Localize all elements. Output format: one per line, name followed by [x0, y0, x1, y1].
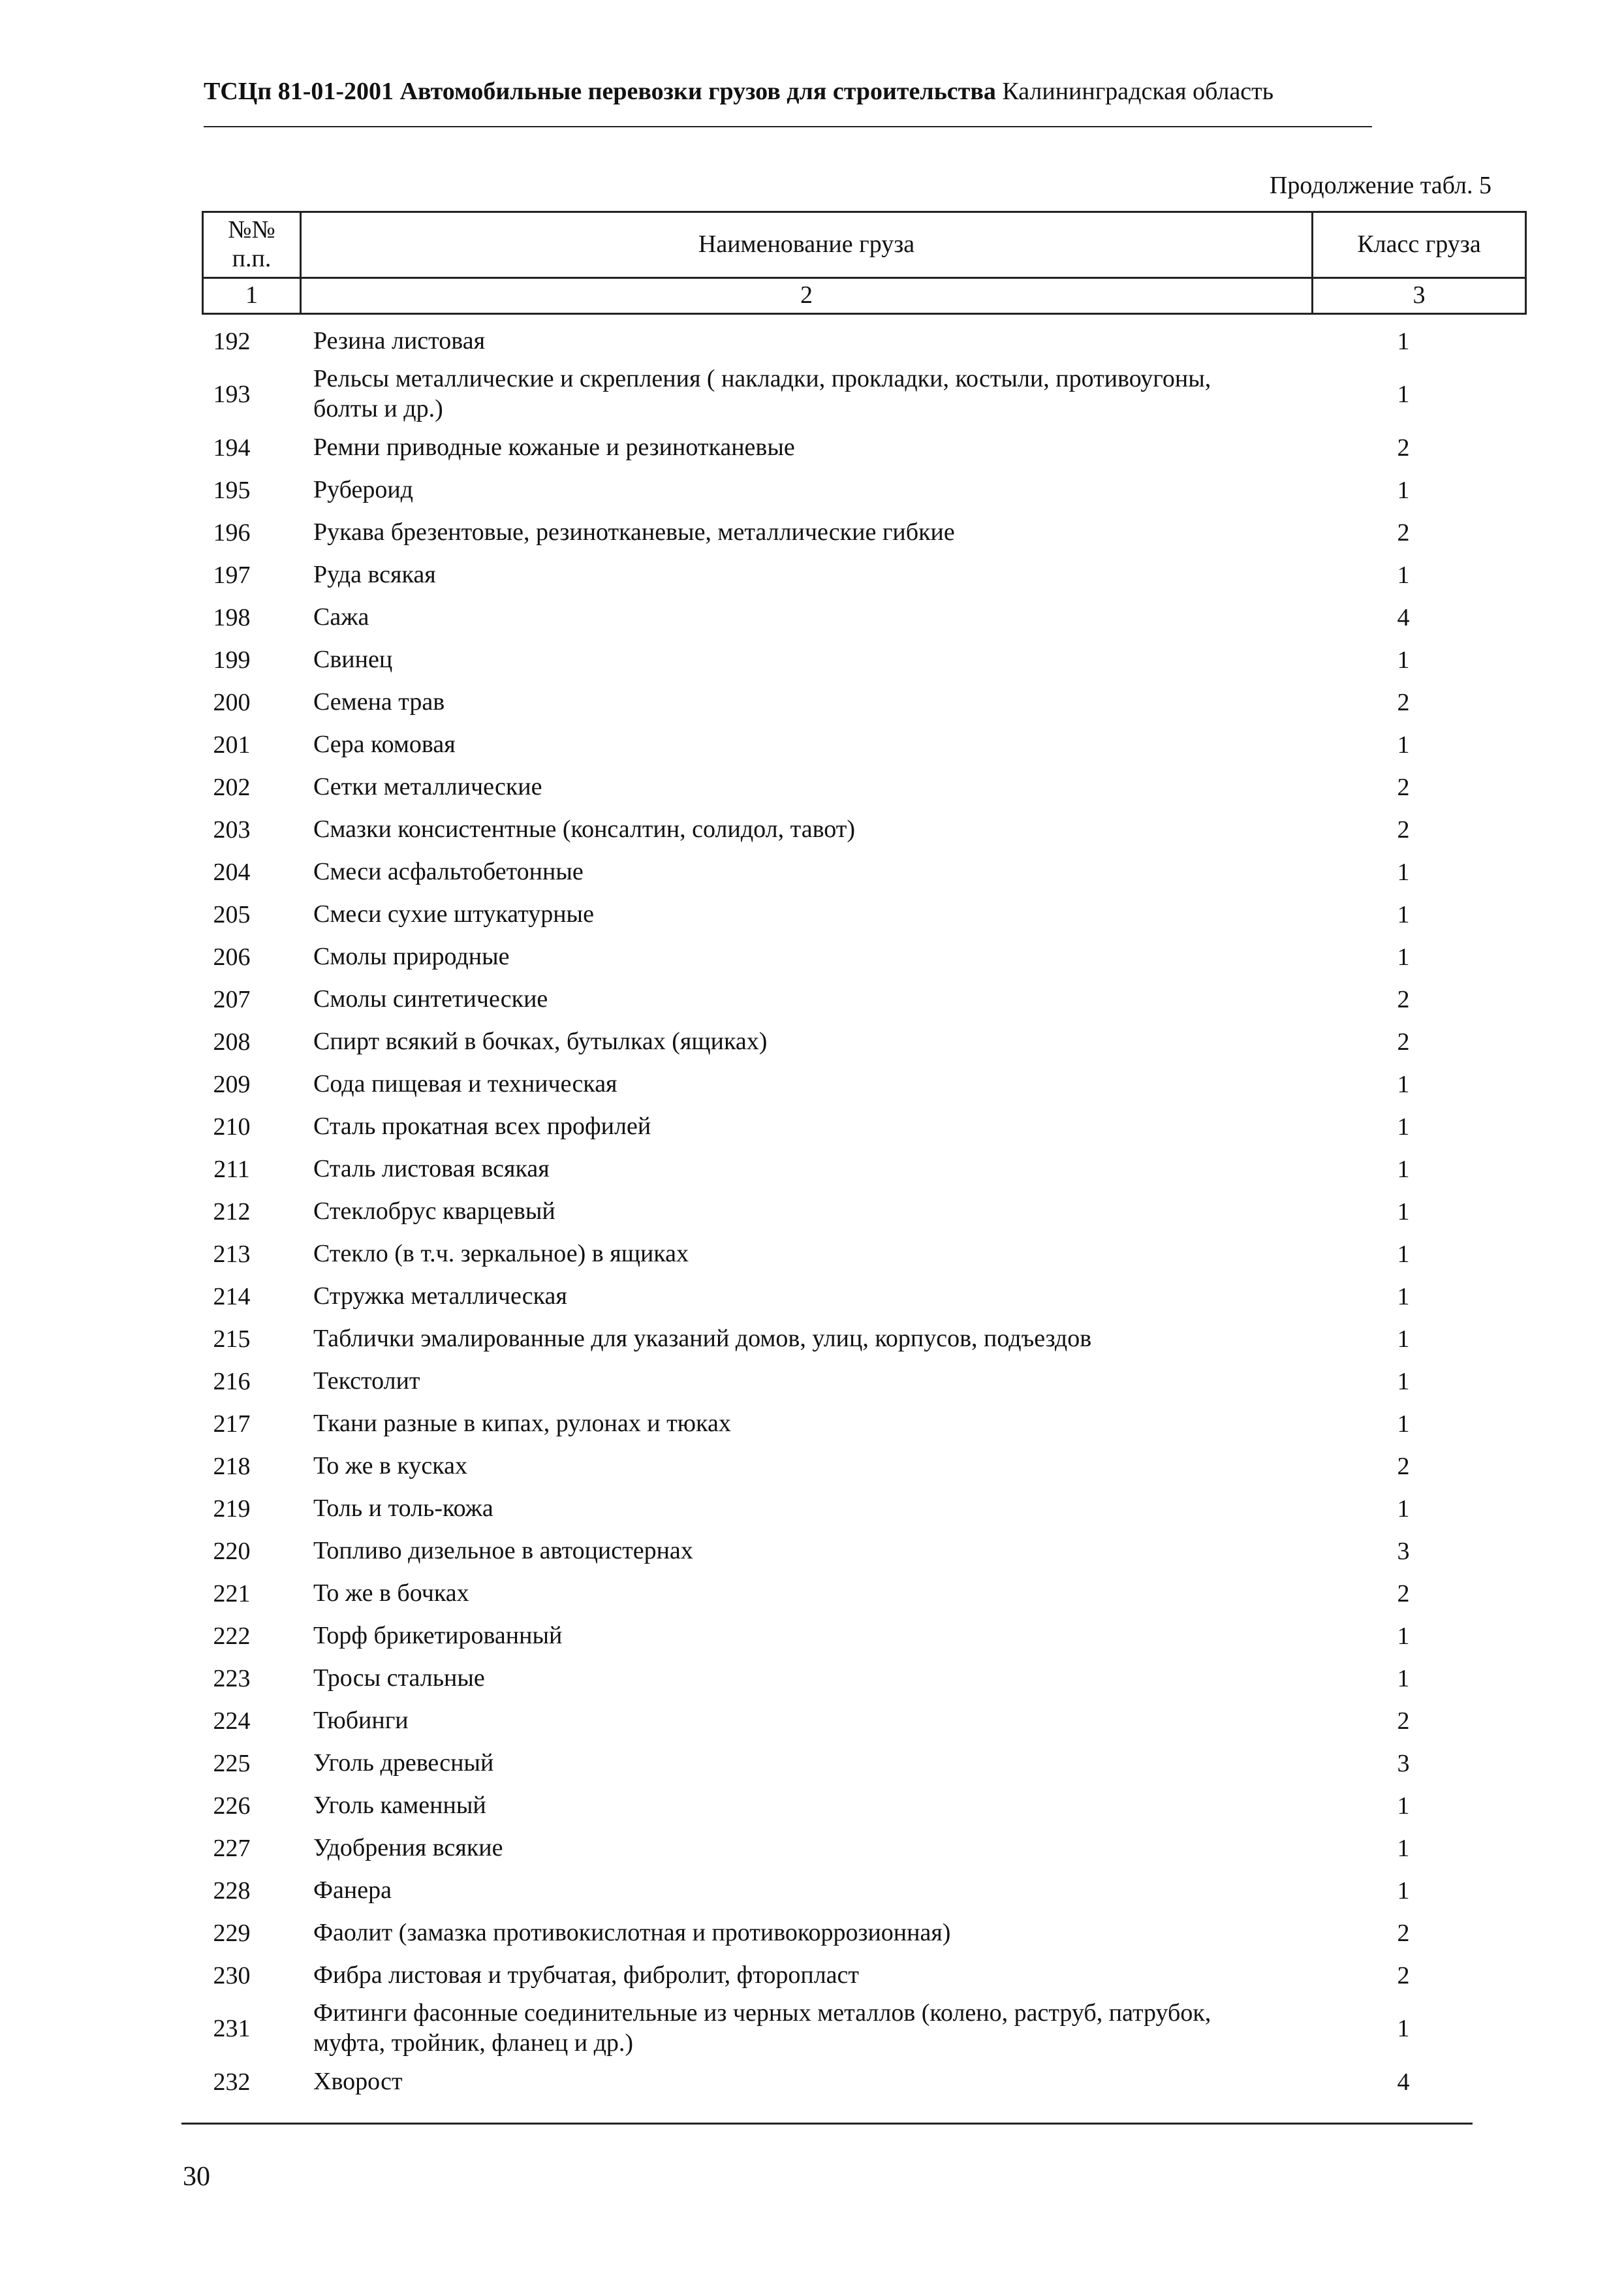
row-number: 207 [213, 985, 251, 1013]
row-number: 222 [213, 1622, 251, 1650]
row-cargo-name: Удобрения всякие [313, 1833, 503, 1861]
header-name: Наименование груза [301, 212, 1313, 278]
table-row [196, 723, 1436, 766]
row-cargo-name: Семена трав [313, 688, 445, 716]
header-class: Класс груза [1313, 212, 1526, 278]
row-cargo-class: 1 [1397, 943, 1410, 971]
table-row [196, 1445, 1436, 1487]
row-cargo-name: Стружка металлическая [313, 1282, 567, 1310]
row-cargo-class: 1 [1397, 1367, 1410, 1395]
row-number: 192 [213, 327, 251, 355]
column-number-1: 1 [203, 278, 301, 314]
row-cargo-class: 2 [1397, 985, 1410, 1013]
row-cargo-name: Свинец [313, 645, 393, 673]
row-cargo-class: 2 [1397, 1961, 1410, 1989]
table-row [196, 511, 1436, 554]
row-number: 218 [213, 1452, 251, 1480]
row-number: 214 [213, 1282, 251, 1310]
row-cargo-class: 1 [1397, 1876, 1410, 1905]
table-row [196, 1105, 1436, 1148]
row-number: 196 [213, 518, 251, 546]
row-cargo-class: 2 [1397, 1452, 1410, 1480]
row-cargo-class: 1 [1397, 1155, 1410, 1183]
row-number: 200 [213, 688, 251, 716]
row-number: 229 [213, 1919, 251, 1947]
row-number: 204 [213, 858, 251, 886]
table-row [196, 1912, 1436, 1954]
row-cargo-name: Смеси сухие штукатурные [313, 900, 594, 928]
row-cargo-name: Таблички эмалированные для указаний домов, улиц, корпусов, подъездов [313, 1324, 1092, 1352]
row-number: 231 [213, 2015, 251, 2042]
table-row [196, 1997, 1436, 2061]
table-continuation-label: Продолжение табл. 5 [1269, 172, 1491, 199]
table-row [196, 1784, 1436, 1827]
table-row [196, 1190, 1436, 1233]
row-number: 217 [213, 1410, 251, 1438]
table-row [196, 1742, 1436, 1784]
row-cargo-name: Спирт всякий в бочках, бутылках (ящиках) [313, 1027, 768, 1055]
table-header [202, 211, 1527, 315]
row-number: 195 [213, 476, 251, 504]
row-number: 224 [213, 1707, 251, 1735]
row-number: 211 [213, 1155, 250, 1183]
row-cargo-name: Фаолит (замазка противокислотная и противокоррозионная) [313, 1918, 951, 1946]
row-number: 201 [213, 731, 251, 759]
row-cargo-class: 2 [1397, 518, 1410, 546]
table-row [196, 681, 1436, 723]
row-number: 199 [213, 646, 251, 674]
row-number: 206 [213, 943, 251, 971]
row-cargo-class: 1 [1397, 1792, 1410, 1820]
header-num-line2: п.п. [232, 245, 272, 272]
row-cargo-class: 1 [1397, 1113, 1410, 1141]
row-number: 216 [213, 1367, 251, 1395]
row-cargo-name: Рубероид [313, 475, 414, 503]
row-number: 210 [213, 1113, 251, 1141]
row-cargo-class: 1 [1397, 1622, 1410, 1650]
row-cargo-class: 1 [1397, 327, 1410, 355]
row-number: 228 [213, 1876, 251, 1905]
header-num [203, 212, 301, 278]
table-row [196, 1148, 1436, 1190]
table-row [196, 1318, 1436, 1360]
table-row [196, 1275, 1436, 1318]
row-number: 223 [213, 1664, 251, 1692]
row-cargo-class: 1 [1397, 2015, 1410, 2042]
column-number-3: 3 [1313, 278, 1526, 314]
row-cargo-class: 1 [1397, 1325, 1410, 1353]
row-cargo-name: Ремни приводные кожаные и резинотканевые [313, 433, 795, 461]
row-cargo-name: Ткани разные в кипах, рулонах и тюках [313, 1409, 731, 1437]
row-number: 202 [213, 773, 251, 801]
row-cargo-class: 2 [1397, 1919, 1410, 1947]
row-cargo-class: 2 [1397, 434, 1410, 462]
table-row [196, 320, 1436, 362]
page-number: 30 [183, 2162, 210, 2192]
row-cargo-class: 1 [1397, 731, 1410, 759]
row-number: 230 [213, 1961, 251, 1989]
row-number: 213 [213, 1240, 251, 1268]
row-cargo-class: 1 [1397, 1410, 1410, 1438]
row-number: 227 [213, 1834, 251, 1862]
row-cargo-class: 1 [1397, 1197, 1410, 1226]
row-cargo-class: 1 [1397, 476, 1410, 504]
table-row [196, 596, 1436, 639]
row-cargo-class: 1 [1397, 858, 1410, 886]
row-number: 232 [213, 2068, 251, 2096]
header-region: Калининградская область [1002, 78, 1274, 105]
row-cargo-name: Фитинги фасонные соединительные из черных металлов (колено, раструб, патрубок, муфта, тройник, фланец и др.) [313, 1999, 1211, 2057]
row-cargo-name: Фибра листовая и трубчатая, фибролит, фторопласт [313, 1961, 860, 1989]
row-number: 203 [213, 815, 251, 844]
row-cargo-name: Стекло (в т.ч. зеркальное) в ящиках [313, 1239, 689, 1267]
header-num-line1: №№ [228, 216, 275, 244]
table-row [196, 1827, 1436, 1869]
row-cargo-class: 2 [1397, 773, 1410, 801]
row-cargo-class: 1 [1397, 1494, 1410, 1523]
table-row [196, 1233, 1436, 1275]
row-cargo-class: 1 [1397, 646, 1410, 674]
row-cargo-class: 1 [1397, 1240, 1410, 1268]
row-cargo-name: Смеси асфальтобетонные [313, 857, 584, 885]
row-number: 193 [213, 381, 251, 408]
table-row [196, 1402, 1436, 1445]
row-cargo-name: Руда всякая [313, 560, 436, 588]
table-row [196, 362, 1436, 426]
table-row [196, 893, 1436, 936]
row-cargo-class: 1 [1397, 1664, 1410, 1692]
table-body [196, 320, 1436, 2103]
table-row [196, 1869, 1436, 1912]
row-number: 221 [213, 1579, 251, 1607]
table-row [196, 2061, 1436, 2103]
table-row [196, 554, 1436, 596]
row-cargo-class: 1 [1397, 381, 1410, 408]
row-cargo-name: Смолы природные [313, 942, 510, 970]
header-code: ТСЦп 81-01-2001 Автомобильные перевозки грузов для строительства [204, 78, 996, 105]
row-cargo-name: Уголь каменный [313, 1791, 486, 1819]
table-row [196, 639, 1436, 681]
table-row [196, 851, 1436, 893]
row-cargo-name: Хворост [313, 2067, 403, 2095]
table-row [196, 766, 1436, 808]
table-bottom-rule [181, 2123, 1473, 2125]
row-cargo-name: То же в бочках [313, 1579, 469, 1607]
column-number-2: 2 [301, 278, 1313, 314]
row-number: 208 [213, 1028, 251, 1056]
table-row [196, 1063, 1436, 1105]
row-number: 215 [213, 1325, 251, 1353]
row-number: 225 [213, 1749, 251, 1777]
row-number: 194 [213, 434, 251, 462]
row-cargo-name: Рельсы металлические и скрепления ( накладки, прокладки, костыли, противоугоны, болты и др.) [313, 365, 1211, 422]
row-cargo-name: Уголь древесный [313, 1748, 494, 1777]
row-cargo-class: 4 [1397, 2068, 1410, 2096]
row-cargo-class: 2 [1397, 688, 1410, 716]
row-number: 209 [213, 1070, 251, 1098]
row-cargo-name: Рукава брезентовые, резинотканевые, металлические гибкие [313, 518, 955, 546]
row-cargo-name: Смазки консистентные (консалтин, солидол, тавот) [313, 815, 856, 843]
document-header [204, 77, 1392, 107]
header-divider [204, 126, 1372, 127]
row-cargo-name: Текстолит [313, 1367, 420, 1395]
table-row [196, 808, 1436, 851]
table-row [196, 978, 1436, 1020]
row-cargo-name: Топливо дизельное в автоцистернах [313, 1536, 693, 1564]
table-row [196, 1020, 1436, 1063]
row-cargo-class: 1 [1397, 1070, 1410, 1098]
row-cargo-name: Сталь листовая всякая [313, 1154, 550, 1182]
row-cargo-class: 4 [1397, 603, 1410, 631]
row-cargo-name: Сетки металлические [313, 772, 542, 800]
row-cargo-name: Толь и толь-кожа [313, 1494, 493, 1522]
row-cargo-name: Стеклобрус кварцевый [313, 1197, 555, 1225]
table-row [196, 1954, 1436, 1997]
row-cargo-name: Сталь прокатная всех профилей [313, 1112, 651, 1140]
row-cargo-class: 2 [1397, 1579, 1410, 1607]
table-row [196, 1360, 1436, 1402]
row-cargo-class: 1 [1397, 1834, 1410, 1862]
table-row [196, 1657, 1436, 1700]
row-cargo-name: Тюбинги [313, 1706, 409, 1734]
row-number: 212 [213, 1197, 251, 1226]
row-number: 220 [213, 1537, 251, 1565]
row-cargo-class: 3 [1397, 1537, 1410, 1565]
row-cargo-class: 3 [1397, 1749, 1410, 1777]
table-row [196, 1487, 1436, 1530]
row-cargo-class: 2 [1397, 1707, 1410, 1735]
row-cargo-name: Смолы синтетические [313, 985, 548, 1013]
row-cargo-class: 1 [1397, 561, 1410, 589]
row-number: 197 [213, 561, 251, 589]
row-number: 226 [213, 1792, 251, 1820]
row-number: 219 [213, 1494, 251, 1523]
row-cargo-name: Торф брикетированный [313, 1621, 563, 1649]
row-cargo-class: 2 [1397, 815, 1410, 844]
row-cargo-class: 1 [1397, 1282, 1410, 1310]
row-number: 205 [213, 900, 251, 928]
table-row [196, 1615, 1436, 1657]
row-number: 198 [213, 603, 251, 631]
table-row [196, 1700, 1436, 1742]
table-row [196, 936, 1436, 978]
row-cargo-name: Фанера [313, 1876, 392, 1904]
row-cargo-name: Резина листовая [313, 326, 486, 355]
row-cargo-class: 1 [1397, 900, 1410, 928]
row-cargo-name: Сода пищевая и техническая [313, 1069, 617, 1098]
table-row [196, 1572, 1436, 1615]
table-row [196, 426, 1436, 469]
table-row [196, 469, 1436, 511]
row-cargo-name: Тросы стальные [313, 1664, 485, 1692]
table-row [196, 1530, 1436, 1572]
row-cargo-name: Сажа [313, 603, 369, 631]
row-cargo-name: То же в кусках [313, 1451, 467, 1479]
row-cargo-name: Сера комовая [313, 730, 456, 758]
row-cargo-class: 2 [1397, 1028, 1410, 1056]
